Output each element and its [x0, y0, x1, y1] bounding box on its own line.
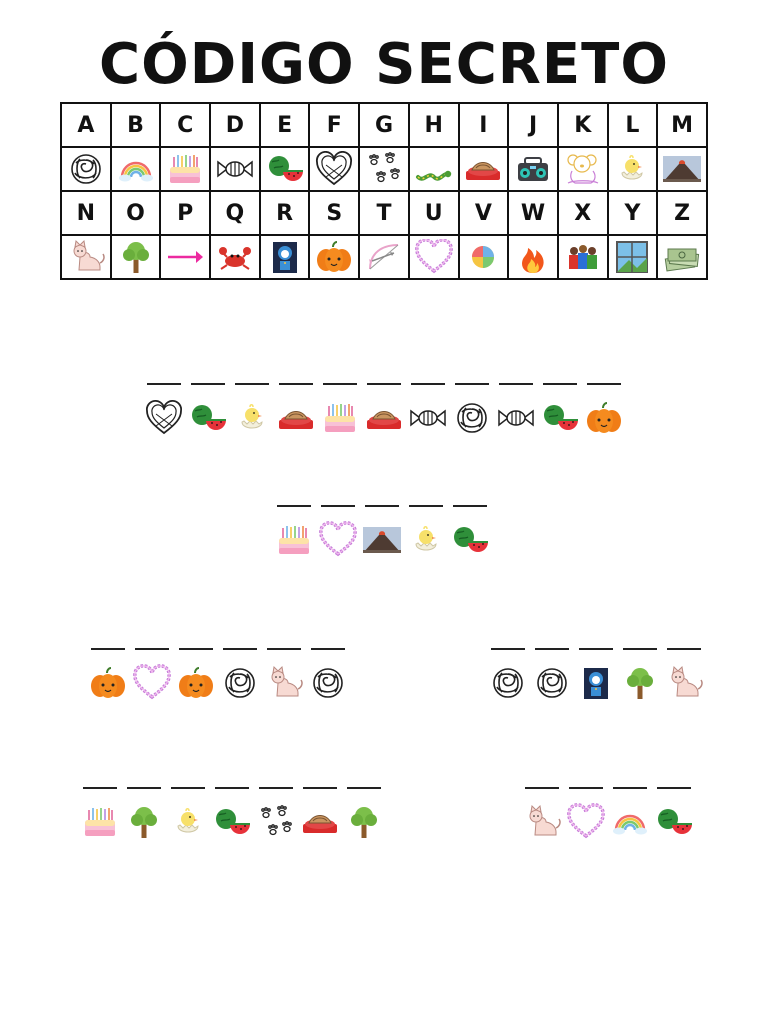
cat-icon [664, 664, 704, 702]
key-letter-row [61, 191, 707, 235]
robot-icon [260, 235, 310, 279]
letter-slot [496, 383, 536, 437]
answer-blank[interactable] [215, 787, 249, 789]
answer-blank[interactable] [83, 787, 117, 789]
coconut-icon [300, 803, 340, 841]
letter-slot [488, 648, 528, 702]
key-letter: B [111, 103, 161, 147]
answer-blank[interactable] [147, 383, 181, 385]
answer-blank[interactable] [499, 383, 533, 385]
letter-slot [584, 383, 624, 437]
letter-slot [88, 648, 128, 702]
chick-icon [608, 147, 658, 191]
answer-blank[interactable] [455, 383, 489, 385]
key-letter: A [61, 103, 111, 147]
pumpkin-icon [309, 235, 359, 279]
arrow-icon [160, 235, 210, 279]
cat-icon [522, 803, 562, 841]
key-letter: U [409, 191, 459, 235]
puzzle-6 [520, 787, 696, 841]
letter-slot [80, 787, 120, 841]
key-letter: Z [657, 191, 707, 235]
letter-slot [168, 787, 208, 841]
key-letter: E [260, 103, 310, 147]
letter-slot [318, 505, 358, 559]
window-icon [608, 235, 658, 279]
letter-slot [532, 648, 572, 702]
tree-icon [344, 803, 384, 841]
candy-icon [496, 399, 536, 437]
answer-blank[interactable] [127, 787, 161, 789]
answer-blank[interactable] [223, 648, 257, 650]
answer-blank[interactable] [179, 648, 213, 650]
letter-slot [406, 505, 446, 559]
cake-icon [160, 147, 210, 191]
rose-icon [488, 664, 528, 702]
letter-slot [344, 787, 384, 841]
paw-prints-icon [256, 803, 296, 841]
key-letter: Q [210, 191, 260, 235]
rose-icon [220, 664, 260, 702]
key-letter: N [61, 191, 111, 235]
answer-blank[interactable] [579, 648, 613, 650]
answer-blank[interactable] [277, 505, 311, 507]
answer-blank[interactable] [311, 648, 345, 650]
coconut-icon [459, 147, 509, 191]
answer-blank[interactable] [279, 383, 313, 385]
letter-slot [320, 383, 360, 437]
letter-slot [220, 648, 260, 702]
answer-blank[interactable] [525, 787, 559, 789]
flower-heart-icon [318, 521, 358, 559]
puzzle-3 [86, 648, 350, 702]
rose-icon [452, 399, 492, 437]
key-letter: H [409, 103, 459, 147]
flower-heart-icon [566, 803, 606, 841]
answer-blank[interactable] [657, 787, 691, 789]
answer-blank[interactable] [667, 648, 701, 650]
key-letter: C [160, 103, 210, 147]
answer-blank[interactable] [367, 383, 401, 385]
letter-slot [256, 787, 296, 841]
letter-slot [654, 787, 694, 841]
key-icon-row [61, 235, 707, 279]
snake-icon [409, 147, 459, 191]
coconut-icon [364, 399, 404, 437]
volcano-icon [657, 147, 707, 191]
letter-slot [566, 787, 606, 841]
pumpkin-icon [88, 664, 128, 702]
letter-slot [274, 505, 314, 559]
puzzle-2 [272, 505, 492, 559]
money-icon [657, 235, 707, 279]
key-letter: J [508, 103, 558, 147]
answer-blank[interactable] [365, 505, 399, 507]
chick-icon [232, 399, 272, 437]
answer-blank[interactable] [303, 787, 337, 789]
letter-slot [188, 383, 228, 437]
answer-blank[interactable] [409, 505, 443, 507]
letter-slot [132, 648, 172, 702]
cipher-key-table [60, 102, 708, 280]
answer-blank[interactable] [491, 648, 525, 650]
answer-blank[interactable] [91, 648, 125, 650]
key-letter: G [359, 103, 409, 147]
key-letter: X [558, 191, 608, 235]
letter-slot [610, 787, 650, 841]
letter-slot [144, 383, 184, 437]
key-letter: T [359, 191, 409, 235]
rose-icon [532, 664, 572, 702]
answer-blank[interactable] [321, 505, 355, 507]
heart-outline-icon [144, 399, 184, 437]
key-letter: I [459, 103, 509, 147]
watermelon-icon [260, 147, 310, 191]
pumpkin-icon [584, 399, 624, 437]
answer-blank[interactable] [267, 648, 301, 650]
watermelon-icon [654, 803, 694, 841]
people-icon [558, 235, 608, 279]
answer-blank[interactable] [347, 787, 381, 789]
tree-icon [111, 235, 161, 279]
cake-icon [274, 521, 314, 559]
chick-icon [406, 521, 446, 559]
candy-icon [408, 399, 448, 437]
letter-slot [124, 787, 164, 841]
key-icon-row [61, 147, 707, 191]
key-letter: M [657, 103, 707, 147]
letter-slot [300, 787, 340, 841]
flower-heart-icon [132, 664, 172, 702]
key-letter: V [459, 191, 509, 235]
rainbow-icon [111, 147, 161, 191]
tree-icon [620, 664, 660, 702]
answer-blank[interactable] [535, 648, 569, 650]
bow-arrow-icon [359, 235, 409, 279]
letter-slot [362, 505, 402, 559]
letter-slot [264, 648, 304, 702]
ball-icon [459, 235, 509, 279]
watermelon-icon [188, 399, 228, 437]
rose-icon [308, 664, 348, 702]
crab-icon [210, 235, 260, 279]
page-title: CÓDIGO SECRETO [99, 32, 669, 97]
answer-blank[interactable] [613, 787, 647, 789]
letter-slot [308, 648, 348, 702]
letter-slot [540, 383, 580, 437]
answer-blank[interactable] [411, 383, 445, 385]
answer-blank[interactable] [191, 383, 225, 385]
pumpkin-icon [176, 664, 216, 702]
answer-blank[interactable] [569, 787, 603, 789]
answer-blank[interactable] [259, 787, 293, 789]
watermelon-icon [212, 803, 252, 841]
radio-icon [508, 147, 558, 191]
robot-icon [576, 664, 616, 702]
key-letter: L [608, 103, 658, 147]
answer-blank[interactable] [235, 383, 269, 385]
letter-slot [408, 383, 448, 437]
letter-slot [522, 787, 562, 841]
answer-blank[interactable] [453, 505, 487, 507]
watermelon-icon [540, 399, 580, 437]
letter-slot [364, 383, 404, 437]
watermelon-icon [450, 521, 490, 559]
key-letter-row [61, 103, 707, 147]
cat-icon [264, 664, 304, 702]
answer-blank[interactable] [623, 648, 657, 650]
puzzle-5 [78, 787, 386, 841]
letter-slot [452, 383, 492, 437]
key-letter: K [558, 103, 608, 147]
letter-slot [176, 648, 216, 702]
key-letter: F [309, 103, 359, 147]
key-letter: W [508, 191, 558, 235]
coconut-icon [276, 399, 316, 437]
letter-slot [664, 648, 704, 702]
heart-outline-icon [309, 147, 359, 191]
puzzle-1 [142, 383, 626, 437]
rainbow-icon [610, 803, 650, 841]
rose-icon [61, 147, 111, 191]
key-letter: R [260, 191, 310, 235]
key-letter: S [309, 191, 359, 235]
letter-slot [620, 648, 660, 702]
answer-blank[interactable] [171, 787, 205, 789]
letter-slot [276, 383, 316, 437]
koala-icon [558, 147, 608, 191]
letter-slot [450, 505, 490, 559]
letter-slot [232, 383, 272, 437]
answer-blank[interactable] [587, 383, 621, 385]
fire-icon [508, 235, 558, 279]
cake-icon [80, 803, 120, 841]
tree-icon [124, 803, 164, 841]
flower-heart-icon [409, 235, 459, 279]
letter-slot [212, 787, 252, 841]
volcano-icon [362, 521, 402, 559]
key-letter: D [210, 103, 260, 147]
chick-icon [168, 803, 208, 841]
candy-icon [210, 147, 260, 191]
puzzle-4 [486, 648, 706, 702]
answer-blank[interactable] [323, 383, 357, 385]
answer-blank[interactable] [135, 648, 169, 650]
key-letter: Y [608, 191, 658, 235]
answer-blank[interactable] [543, 383, 577, 385]
paw-prints-icon [359, 147, 409, 191]
letter-slot [576, 648, 616, 702]
key-letter: O [111, 191, 161, 235]
cat-icon [61, 235, 111, 279]
key-letter: P [160, 191, 210, 235]
cake-icon [320, 399, 360, 437]
